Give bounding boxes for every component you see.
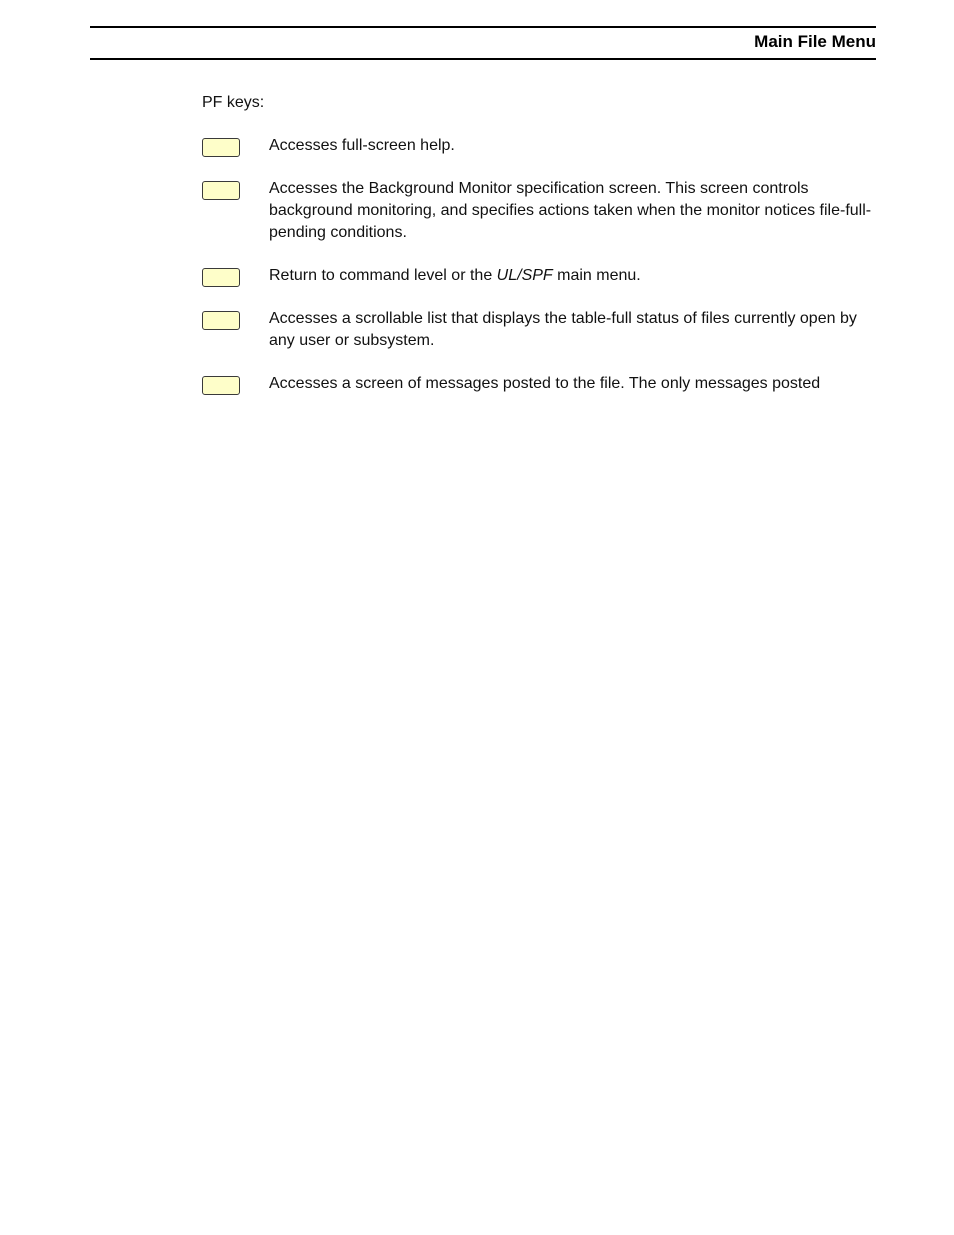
pf-keys-label: PF keys: (202, 94, 265, 111)
header-rule-top (90, 26, 876, 28)
pf-key-description-text: Return to command level or the (269, 267, 497, 284)
section-title: Main File Menu (754, 32, 876, 51)
pf-key-description: Accesses the Background Monitor specification screen. This screen controls background monitoring, and specifies actions taken when the monitor notices file-full-pending conditions. (269, 180, 872, 241)
pf-key-item (202, 308, 872, 352)
pf-key-description-text: main menu. (552, 267, 641, 284)
pf-key-description: Accesses full-screen help. (269, 137, 455, 154)
pf-key-description: Accesses a screen of messages posted to the file. The only messages posted (269, 375, 821, 392)
pf-key-box (202, 181, 240, 200)
pf-key-item (202, 265, 872, 287)
pf-key-box (202, 376, 240, 395)
pf-key-description (269, 265, 872, 287)
pf-key-description-product: UL/SPF (496, 267, 553, 284)
pf-key-description: Accesses a scrollable list that displays the table-full status of files currently open by any user or subsystem. (269, 310, 857, 349)
pf-key-item (202, 135, 872, 157)
pf-key-item (202, 373, 872, 395)
pf-key-item (202, 178, 872, 244)
header-rule-bottom (90, 58, 876, 60)
pf-key-box (202, 311, 240, 330)
pf-key-box (202, 138, 240, 157)
pf-key-list (202, 135, 872, 416)
pf-key-box (202, 268, 240, 287)
